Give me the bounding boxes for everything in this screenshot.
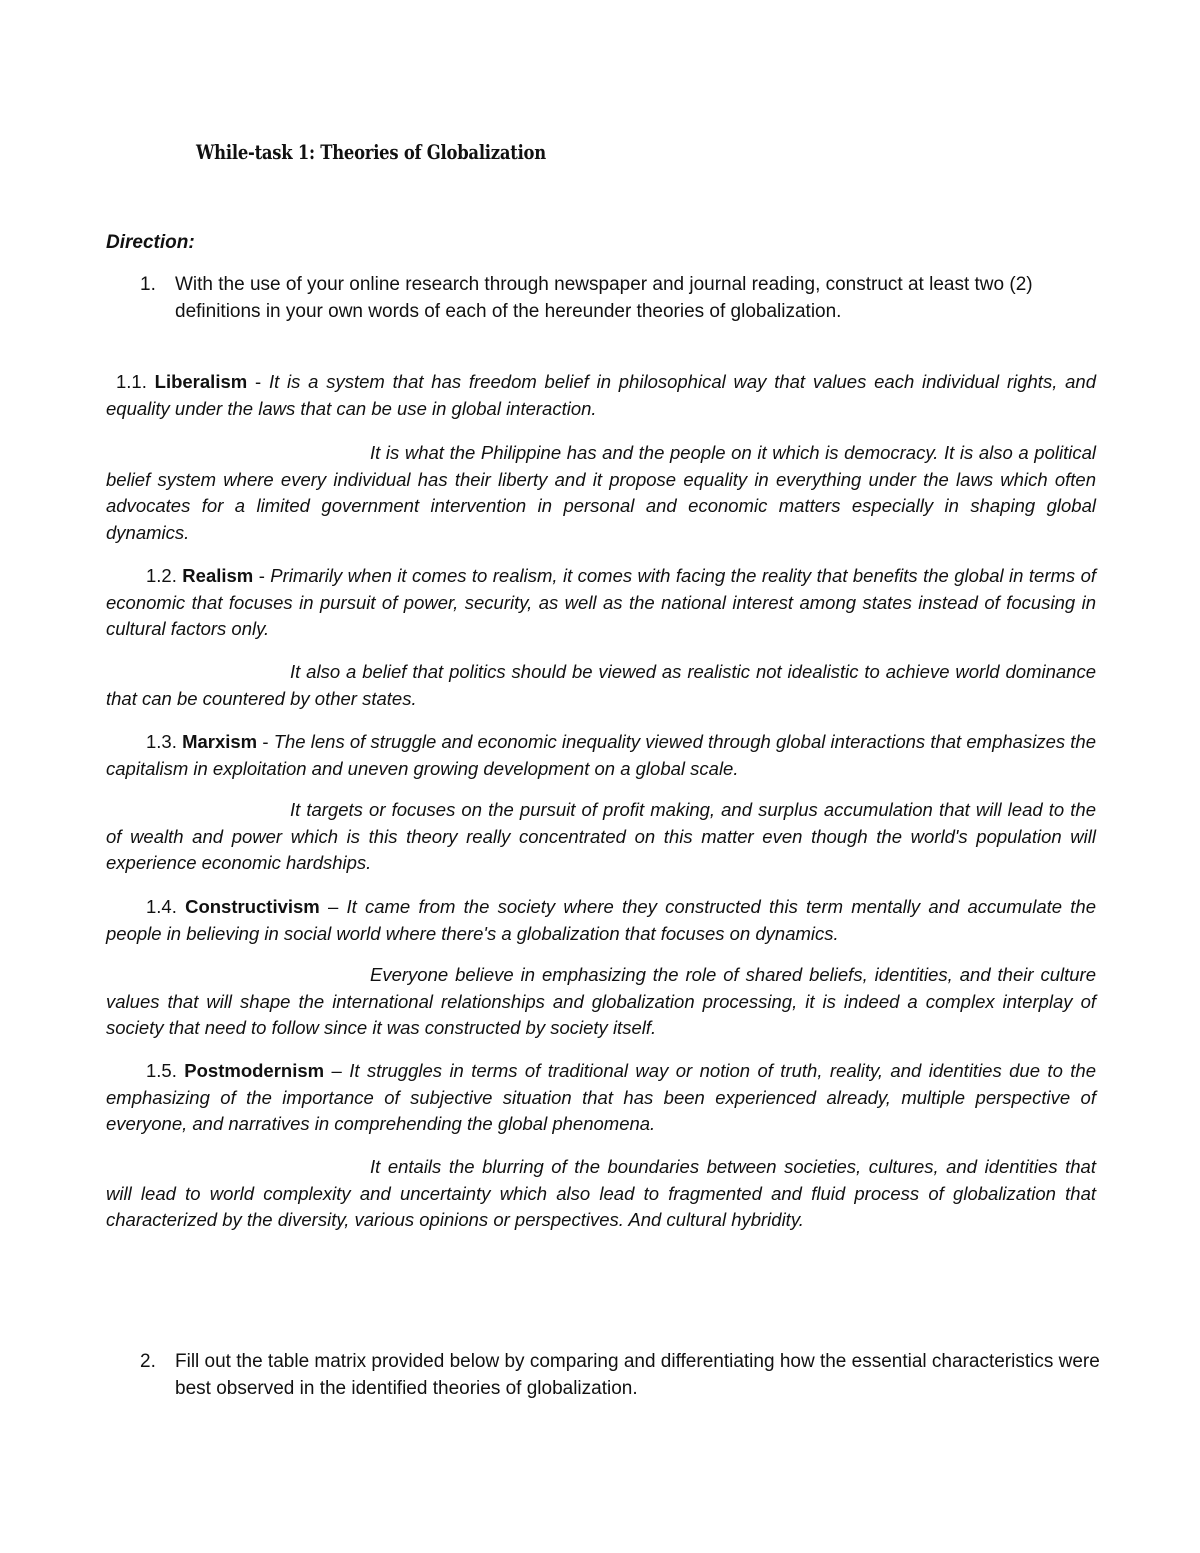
theory-number: 1.1.: [116, 371, 147, 392]
definition-text: It came from the society where they constructed this term mentally and accumulate the people in believing in social world where there's a globalization that focuses on dynamics.: [106, 896, 1096, 944]
definition-text: Everyone believe in emphasizing the role of shared beliefs, identities, and their culture values that will shape the international relationships and globalization processing, it is indeed a complex interplay of society that need to follow since it was constructed by society itself.: [106, 964, 1096, 1038]
instruction-number: 2.: [140, 1351, 156, 1372]
instruction-1: [140, 271, 1100, 325]
theory-number: 1.4.: [146, 896, 177, 917]
theory-postmodernism-definition-2: [106, 1154, 1096, 1234]
theory-term: Liberalism: [154, 371, 248, 392]
theory-constructivism-definition-1: 1.4. Constructivism – It came from the society where they constructed this term mentally and accumulate the people in believing in social world where there's a globalization that focuses on dynamics.: [106, 896, 1096, 944]
definition-text: It targets or focuses on the pursuit of profit making, and surplus accumulation that will lead to the of wealth and power which is this theory really concentrated on this matter even though the world's population will experience economic hardships.: [106, 799, 1096, 873]
theory-marxism-definition-2: [106, 797, 1096, 877]
definition-text: It also a belief that politics should be viewed as realistic not idealistic to achieve world dominance that can be countered by other states.: [106, 661, 1096, 709]
theory-term: Postmodernism: [184, 1060, 325, 1081]
instruction-2: [140, 1348, 1100, 1402]
page-title: While-task 1: Theories of Globalization: [196, 140, 546, 164]
theory-term: Marxism: [182, 731, 258, 752]
definition-text: It is what the Philippine has and the people on it which is democracy. It is also a political belief system where every individual has their liberty and it propose equality in everything under the laws which often advocates for a limited government intervention in personal and economic matters especially in shaping global dynamics.: [106, 442, 1096, 543]
theory-constructivism-definition-2: [106, 962, 1096, 1042]
theory-number: 1.5.: [146, 1060, 177, 1081]
instruction-text: Fill out the table matrix provided below by comparing and differentiating how the essential characteristics were best observed in the identified theories of globalization.: [175, 1351, 1100, 1399]
theory-realism-definition-2: [106, 659, 1096, 712]
theory-postmodernism-definition-1: 1.5. Postmodernism – It struggles in terms of traditional way or notion of truth, reality, and identities due to the emphasizing of the importance of subjective situation that has been experienced already, multiple perspective of everyone, and narratives in comprehending the global phenomena.: [106, 1060, 1097, 1134]
instruction-number: 1.: [140, 274, 156, 295]
theory-number: 1.3.: [146, 731, 177, 752]
theory-term: Realism: [182, 565, 254, 586]
definition-text: It is a system that has freedom belief in philosophical way that values each individual rights, and equality under the laws that can be use in global interaction.: [106, 371, 1096, 419]
theory-realism-definition-1: 1.2. Realism - Primarily when it comes to realism, it comes with facing the reality that benefits the global in terms of economic that focuses in pursuit of power, security, as well as the national interest among states instead of focusing in cultural factors only.: [106, 565, 1096, 639]
definition-text: It entails the blurring of the boundaries between societies, cultures, and identities that will lead to world complexity and uncertainty which also lead to fragmented and fluid process of globalization that characterized by the diversity, various opinions or perspectives. And cultural hybridity.: [106, 1156, 1096, 1230]
definition-text: It struggles in terms of traditional way or notion of truth, reality, and identities due to the emphasizing of the importance of subjective situation that has been experienced already, multiple perspective of everyone, and narratives in comprehending the global phenomena.: [106, 1060, 1097, 1134]
theory-liberalism-definition-1: 1.1. Liberalism - It is a system that has freedom belief in philosophical way that values each individual rights, and equality under the laws that can be use in global interaction.: [106, 371, 1096, 419]
direction-label: Direction:: [106, 232, 195, 253]
theory-number: 1.2.: [146, 565, 177, 586]
instruction-text: With the use of your online research through newspaper and journal reading, construct at least two (2) definitions in your own words of each of the hereunder theories of globalization.: [175, 274, 1033, 322]
theory-marxism-definition-1: 1.3. Marxism - The lens of struggle and economic inequality viewed through global interactions that emphasizes the capitalism in exploitation and uneven growing development on a global scale.: [106, 731, 1097, 779]
definition-text: The lens of struggle and economic inequality viewed through global interactions that emphasizes the capitalism in exploitation and uneven growing development on a global scale.: [106, 731, 1097, 779]
theory-term: Constructivism: [185, 896, 320, 917]
theory-liberalism-definition-2: [106, 440, 1096, 546]
definition-text: Primarily when it comes to realism, it comes with facing the reality that benefits the global in terms of economic that focuses in pursuit of power, security, as well as the national interest among states instead of focusing in cultural factors only.: [106, 565, 1096, 639]
